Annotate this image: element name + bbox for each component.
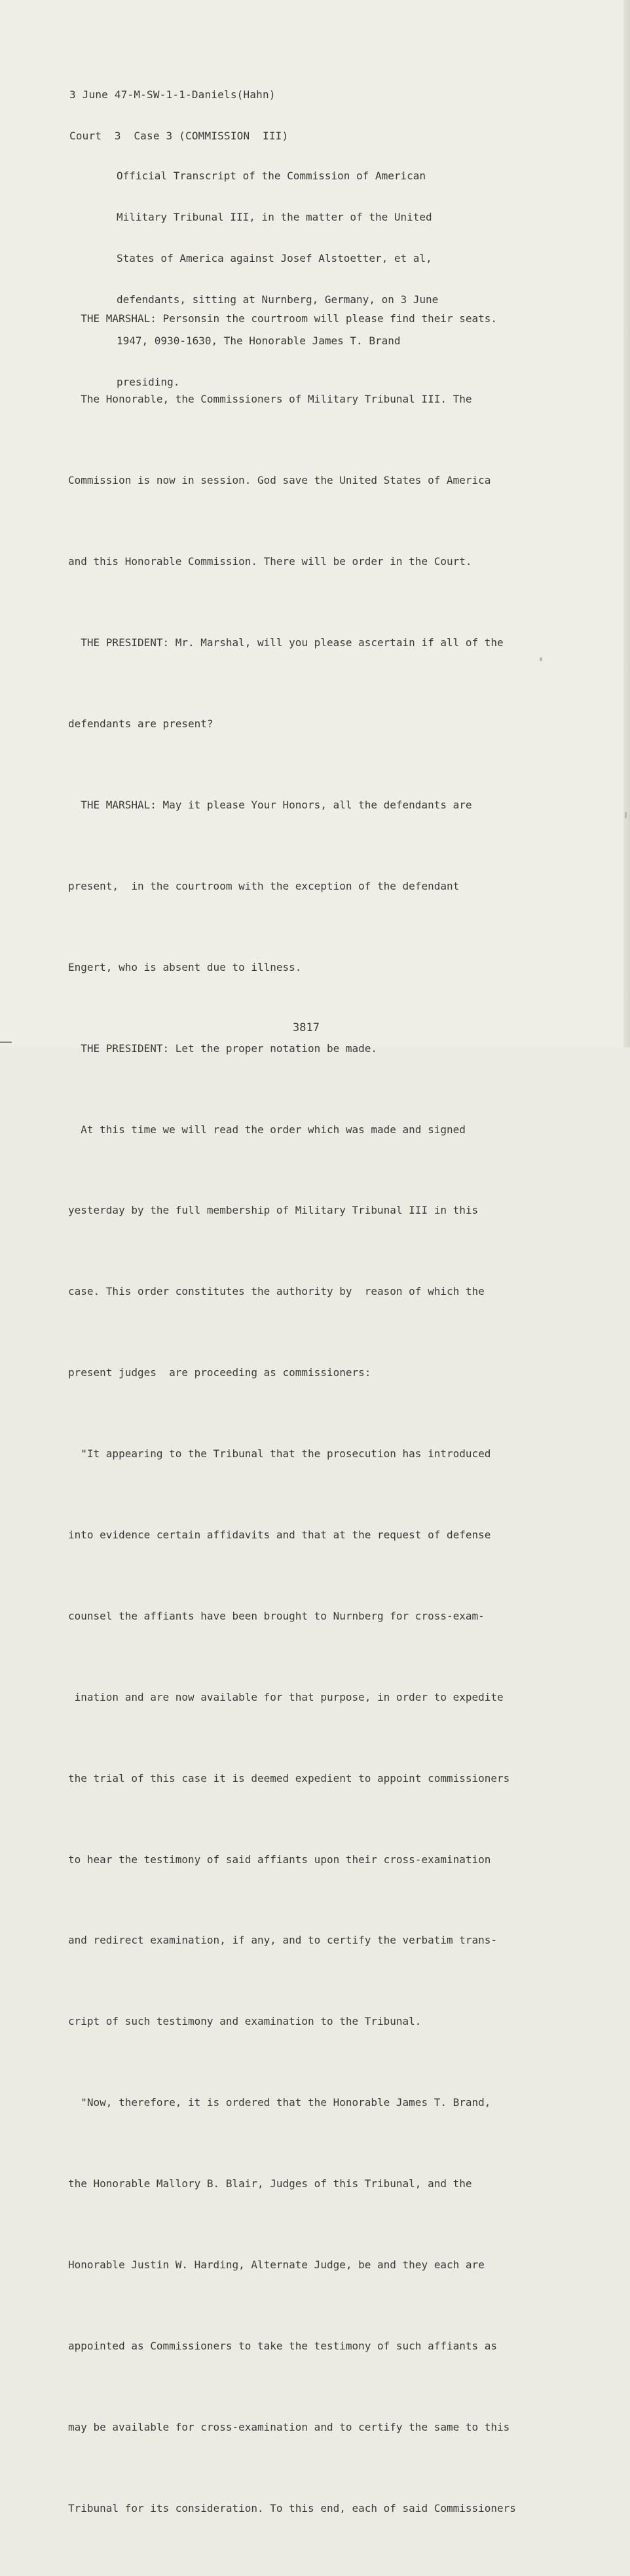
body-line: THE PRESIDENT: Let the proper notation be made. [68,1042,378,1055]
body-line: present, in the courtroom with the exception of the defendant [68,879,460,892]
body-line: case. This order constitutes the authority by reason of which the [68,1285,485,1298]
header-line-reference: 3 June 47-M-SW-1-1-Daniels(Hahn) [69,88,276,101]
body-line: THE MARSHAL: Personsin the courtroom will please find their seats. [68,312,498,325]
transcript-body [68,251,618,2576]
intro-line: presiding. [117,376,180,388]
paper-speck [625,812,627,818]
body-line: the Honorable Mallory B. Blair, Judges of this Tribunal, and the [68,2177,472,2190]
page-edge-shadow [623,0,630,1047]
edge-mark [0,1042,12,1043]
body-line: THE PRESIDENT: Mr. Marshal, will you please ascertain if all of the [68,636,504,649]
body-line: to hear the testimony of said affiants upon their cross-examination [68,1853,491,1866]
page-number: 3817 [293,1021,320,1034]
body-line: ination and are now available for that purpose, in order to expedite [68,1690,504,1703]
body-line: At this time we will read the order which was made and signed [68,1123,466,1136]
body-line: defendants are present? [68,717,213,731]
body-line: Commission is now in session. God save the United States of America [68,474,491,487]
body-line: may be available for cross-examination and to certify the same to this [68,2420,510,2433]
body-line: The Honorable, the Commissioners of Military Tribunal III. The [68,393,472,406]
body-line: counsel the affiants have been brought to Nurnberg for cross-exam- [68,1609,485,1622]
body-line: "It appearing to the Tribunal that the prosecution has introduced [68,1447,491,1460]
body-line: the trial of this case it is deemed expedient to appoint commissioners [68,1771,510,1785]
intro-line: Official Transcript of the Commission of American [117,170,426,182]
paper-speck [540,657,542,661]
body-line: yesterday by the full membership of Military Tribunal III in this [68,1204,479,1217]
body-line: THE MARSHAL: May it please Your Honors, all the defendants are [68,798,472,811]
header-line-court: Court 3 Case 3 (COMMISSION III) [69,130,289,142]
body-line: Tribunal for its consideration. To this end, each of said Commissioners [68,2501,516,2514]
intro-line: States of America against Josef Alstoetter, et al, [117,252,432,264]
body-line: and this Honorable Commission. There will be order in the Court. [68,555,472,568]
body-line: present judges are proceeding as commissioners: [68,1366,371,1379]
body-line: and redirect examination, if any, and to certify the verbatim trans- [68,1934,498,1947]
body-line: Honorable Justin W. Harding, Alternate Judge, be and they each are [68,2258,485,2271]
body-line: into evidence certain affidavits and that at the request of defense [68,1528,491,1541]
body-line: cript of such testimony and examination to the Tribunal. [68,2015,422,2028]
body-line: "Now, therefore, it is ordered that the Honorable James T. Brand, [68,2096,491,2109]
body-line: appointed as Commissioners to take the testimony of such affiants as [68,2339,498,2352]
intro-line: defendants, sitting at Nurnberg, Germany, on 3 June [117,293,439,306]
body-line: Engert, who is absent due to illness. [68,960,302,973]
intro-line: 1947, 0930-1630, The Honorable James T. Brand [117,335,401,347]
intro-line: Military Tribunal III, in the matter of the United [117,211,432,223]
